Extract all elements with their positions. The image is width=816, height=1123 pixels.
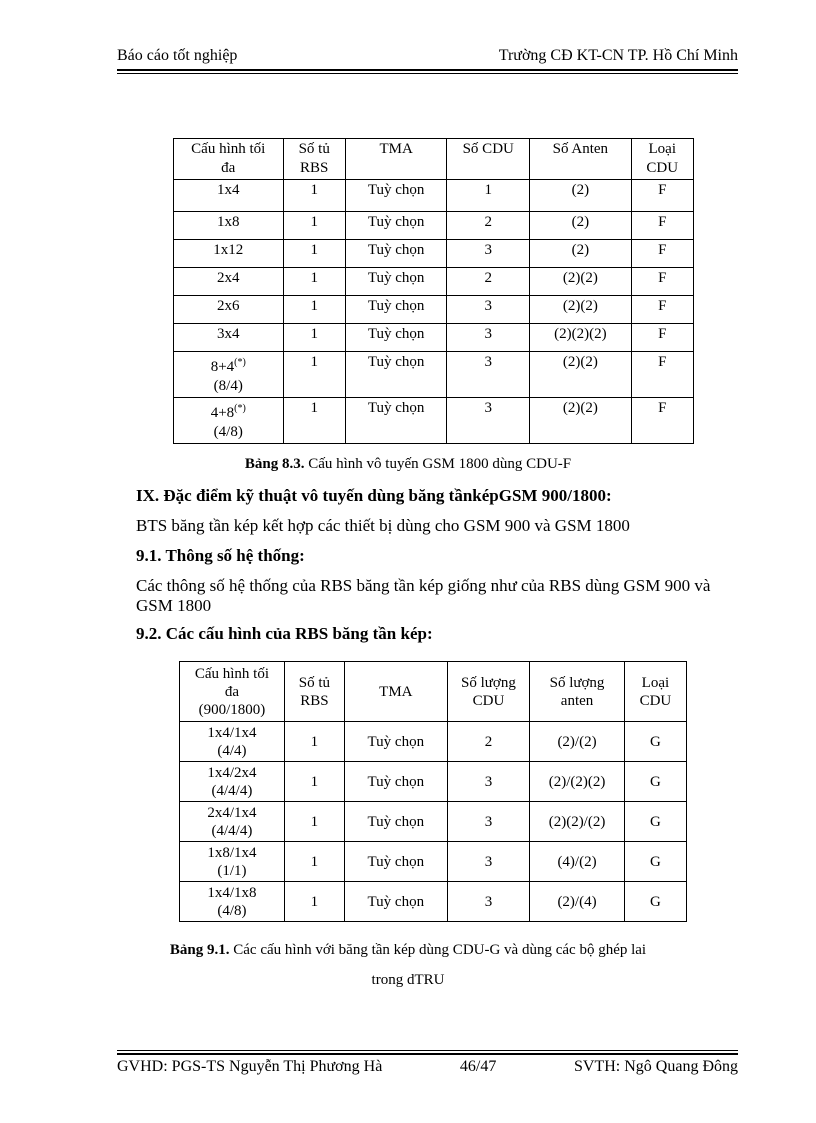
table-cell <box>283 180 345 212</box>
cell-line: (8/4) <box>213 378 243 394</box>
footer-supervisor: GVHD: PGS-TS Nguyễn Thị Phương Hà <box>117 1058 383 1075</box>
table-gsm1800-config <box>173 138 694 444</box>
cell-line: Số tủ <box>298 674 331 691</box>
header-left: Báo cáo tốt nghiệp <box>117 47 238 64</box>
cell-line: 2 <box>484 733 493 750</box>
table-cell <box>530 722 625 762</box>
table-row <box>174 212 694 240</box>
table-cell <box>447 240 530 268</box>
table-row <box>174 352 694 398</box>
table-cell <box>174 268 284 296</box>
table-header-cell <box>283 139 345 180</box>
cell-line: Tuỳ chọn <box>367 733 425 750</box>
cell-line: F <box>658 400 667 416</box>
cell-line: (2)(2) <box>562 298 598 314</box>
cell-line: Số Anten <box>552 141 609 157</box>
table-cell <box>447 352 530 398</box>
table-cell <box>283 268 345 296</box>
cell-line: F <box>658 242 667 258</box>
table-row <box>180 722 687 762</box>
cell-line: (2)/(2) <box>557 733 597 750</box>
cell-line: (2)(2)/(2) <box>548 813 606 830</box>
table-cell <box>344 842 447 882</box>
table-cell <box>284 842 344 882</box>
cell-line: 1 <box>310 270 318 286</box>
cell-line: 1x12 <box>213 242 244 258</box>
cell-line: 1x4/2x4 <box>207 764 257 781</box>
table-cell <box>180 802 285 842</box>
cell-line: (4/4) <box>217 742 247 759</box>
table-dual-band-config <box>179 661 687 922</box>
table-cell <box>345 180 446 212</box>
cell-line: 3 <box>484 298 492 314</box>
table-cell <box>284 722 344 762</box>
table-header-cell <box>284 662 344 722</box>
table-cell <box>180 882 285 922</box>
cell-line: Tuỳ chọn <box>367 326 425 342</box>
table-cell <box>631 296 693 324</box>
table-cell <box>624 762 686 802</box>
table-row <box>180 802 687 842</box>
cell-line: 1 <box>310 400 318 416</box>
table-cell <box>447 842 529 882</box>
table-cell <box>624 722 686 762</box>
cell-line: 1 <box>310 813 319 830</box>
cell-line: 2x4 <box>217 270 240 286</box>
table-cell <box>174 240 284 268</box>
table-cell <box>283 398 345 444</box>
table-row <box>174 398 694 444</box>
table-cell <box>284 802 344 842</box>
caption-label: Bảng 9.1. <box>169 942 230 958</box>
table-header-cell <box>530 662 625 722</box>
cell-line: 1x8 <box>217 214 240 230</box>
cell-line: CDU <box>639 692 672 709</box>
table-cell <box>447 212 530 240</box>
table-cell <box>530 352 631 398</box>
table-cell <box>345 324 446 352</box>
cell-line: (4/8) <box>217 902 247 919</box>
caption-label: Bảng 8.3. <box>244 456 305 472</box>
cell-line: Cấu hình tối <box>194 665 270 682</box>
cell-line: (900/1800) <box>198 701 266 718</box>
table-cell <box>174 212 284 240</box>
table-row <box>180 842 687 882</box>
cell-line: Tuỳ chọn <box>367 773 425 790</box>
table-row <box>174 296 694 324</box>
cell-line: 2x6 <box>217 298 240 314</box>
cell-line: 1 <box>310 354 318 370</box>
table-row <box>180 762 687 802</box>
cell-line: Tuỳ chọn <box>367 182 425 198</box>
cell-line: (2)(2) <box>562 270 598 286</box>
table-row <box>180 882 687 922</box>
table-cell <box>530 212 631 240</box>
cell-line: đa <box>221 160 236 176</box>
table-cell <box>447 882 529 922</box>
cell-line: Tuỳ chọn <box>367 270 425 286</box>
cell-line: 3x4 <box>217 326 240 342</box>
cell-line: G <box>650 773 661 790</box>
footer-page-number: 46/47 <box>459 1058 497 1075</box>
table-row <box>174 268 694 296</box>
cell-line: 3 <box>484 893 493 910</box>
cell-line: 1 <box>310 773 319 790</box>
table-header-cell <box>631 139 693 180</box>
cell-line: (2)(2) <box>562 354 598 370</box>
page-header <box>117 46 738 66</box>
table-cell <box>284 882 344 922</box>
cell-line: 2 <box>484 270 492 286</box>
table-cell <box>174 324 284 352</box>
cell-line: 3 <box>484 813 493 830</box>
table-cell <box>283 212 345 240</box>
table-cell <box>447 268 530 296</box>
table-cell <box>345 268 446 296</box>
cell-line: 1 <box>310 298 318 314</box>
table-cell <box>174 398 284 444</box>
table-cell <box>344 762 447 802</box>
table-cell <box>174 296 284 324</box>
table-header-cell <box>624 662 686 722</box>
table-header-cell <box>447 139 530 180</box>
table-cell <box>344 722 447 762</box>
table-9-1-caption <box>0 942 816 959</box>
cell-line: 3 <box>484 354 492 370</box>
table-cell <box>530 268 631 296</box>
caption-text: Các cấu hình với băng tần kép dùng CDU-G và dùng các bộ ghép lai <box>229 942 647 958</box>
section-9-1-heading: 9.1. Thông số hệ thống: <box>136 546 305 565</box>
cell-line: 1 <box>310 733 319 750</box>
table-cell <box>447 180 530 212</box>
table-cell <box>180 762 285 802</box>
table-cell <box>344 802 447 842</box>
header-rule-thin <box>117 73 738 74</box>
cell-line: Loại <box>648 141 676 157</box>
cell-line: G <box>650 733 661 750</box>
cell-line: (2)/(2)(2) <box>548 773 606 790</box>
table-cell <box>624 842 686 882</box>
cell-line: Tuỳ chọn <box>367 853 425 870</box>
cell-line: RBS <box>300 160 329 176</box>
table-cell <box>631 352 693 398</box>
cell-line: 1 <box>310 242 318 258</box>
cell-line: 1x4 <box>217 182 240 198</box>
cell-line: G <box>650 893 661 910</box>
table-row <box>174 180 694 212</box>
page-footer <box>117 1057 738 1077</box>
table-header-cell <box>180 662 285 722</box>
cell-line: đa <box>224 683 240 700</box>
footer-rule-thick <box>117 1053 738 1055</box>
cell-line: Tuỳ chọn <box>367 298 425 314</box>
cell-line: CDU <box>472 692 505 709</box>
cell-line: CDU <box>646 160 679 176</box>
table-cell <box>624 882 686 922</box>
table-cell <box>631 240 693 268</box>
footer-student: SVTH: Ngô Quang Đông <box>574 1058 738 1075</box>
cell-line: 3 <box>484 326 492 342</box>
table-cell <box>174 352 284 398</box>
cell-line: F <box>658 354 667 370</box>
cell-line: Cấu hình tối <box>191 141 266 157</box>
cell-line: (4/4/4) <box>211 822 253 839</box>
table-cell <box>631 180 693 212</box>
cell-line: 1 <box>310 853 319 870</box>
cell-line: TMA <box>379 141 413 157</box>
cell-line: RBS <box>300 692 329 709</box>
cell-line: G <box>650 813 661 830</box>
cell-line: (2) <box>571 214 590 230</box>
table-cell <box>447 398 530 444</box>
cell-line: TMA <box>379 683 413 700</box>
cell-line: Tuỳ chọn <box>367 354 425 370</box>
table-cell <box>180 722 285 762</box>
table-header-cell <box>174 139 284 180</box>
cell-line: (1/1) <box>217 862 247 879</box>
section-9-2-heading: 9.2. Các cấu hình của RBS băng tần kép: <box>136 624 433 643</box>
cell-line: Số lượng <box>549 674 605 691</box>
section-9-1-paragraph: Các thông số hệ thống của RBS băng tần kép giống như của RBS dùng GSM 900 và GSM 1800 <box>136 576 711 615</box>
table-cell <box>530 296 631 324</box>
cell-line: Tuỳ chọn <box>367 813 425 830</box>
table-cell <box>530 802 625 842</box>
table-cell <box>284 762 344 802</box>
table-cell <box>530 324 631 352</box>
cell-line: (4)/(2) <box>557 853 597 870</box>
table-9-1-caption-line2: trong dTRU <box>371 972 445 988</box>
table-cell <box>631 398 693 444</box>
table-cell <box>530 882 625 922</box>
header-rule-thick <box>117 69 738 71</box>
section-ix-heading: IX. Đặc điểm kỹ thuật vô tuyến dùng băng tầnképGSM 900/1800: <box>136 486 612 505</box>
cell-line: Tuỳ chọn <box>367 214 425 230</box>
cell-line: Loại <box>641 674 670 691</box>
cell-line: 2x4/1x4 <box>207 804 257 821</box>
table-cell <box>530 842 625 882</box>
table-cell <box>344 882 447 922</box>
bts-paragraph: BTS băng tần kép kết hợp các thiết bị dùng cho GSM 900 và GSM 1800 <box>136 516 630 535</box>
cell-line: anten <box>560 692 594 709</box>
table-cell <box>174 180 284 212</box>
table-row <box>174 240 694 268</box>
cell-line: 3 <box>484 400 492 416</box>
table-cell <box>530 762 625 802</box>
cell-line: G <box>650 853 661 870</box>
table-cell <box>447 296 530 324</box>
cell-line: (2) <box>571 242 590 258</box>
cell-line: (2)(2)(2) <box>554 326 607 342</box>
cell-line: F <box>658 214 667 230</box>
cell-line: Số lượng <box>461 674 516 691</box>
cell-line: (4/4/4) <box>211 782 253 799</box>
table-cell <box>447 324 530 352</box>
table-cell <box>530 398 631 444</box>
cell-line: 3 <box>484 242 492 258</box>
header-right: Trường CĐ KT-CN TP. Hồ Chí Minh <box>498 47 738 64</box>
cell-line: F <box>658 298 667 314</box>
table-cell <box>345 296 446 324</box>
cell-line: (4/8) <box>213 424 243 440</box>
cell-line: (2)/(4) <box>557 893 597 910</box>
table-cell <box>345 212 446 240</box>
cell-line: 8+4(*) <box>210 357 246 375</box>
table-cell <box>631 212 693 240</box>
table-header-cell <box>345 139 446 180</box>
cell-line: (2) <box>571 182 590 198</box>
cell-line: 4+8(*) <box>210 403 246 421</box>
table-8-3-caption <box>0 456 816 473</box>
table-cell <box>283 296 345 324</box>
table-cell <box>345 240 446 268</box>
table-row <box>174 324 694 352</box>
cell-line: Tuỳ chọn <box>367 400 425 416</box>
cell-line: Số tủ <box>298 141 330 157</box>
table-cell <box>631 324 693 352</box>
cell-line: (2)(2) <box>562 400 598 416</box>
cell-line: F <box>658 182 667 198</box>
table-cell <box>283 352 345 398</box>
table-cell <box>180 842 285 882</box>
cell-line: 1 <box>310 182 318 198</box>
table-cell <box>345 352 446 398</box>
table-cell <box>283 240 345 268</box>
table-cell <box>631 268 693 296</box>
cell-line: 2 <box>484 214 492 230</box>
cell-line: Tuỳ chọn <box>367 242 425 258</box>
table-header-cell <box>344 662 447 722</box>
cell-line: 1 <box>310 893 319 910</box>
caption-text: Cấu hình vô tuyến GSM 1800 dùng CDU-F <box>304 456 572 472</box>
cell-line: 1 <box>310 214 318 230</box>
table-cell <box>530 240 631 268</box>
cell-line: 3 <box>484 853 493 870</box>
footer-rule-thin <box>117 1050 738 1051</box>
table-cell <box>624 802 686 842</box>
cell-line: 1x4/1x4 <box>207 724 257 741</box>
cell-line: Số CDU <box>462 141 514 157</box>
cell-line: 1x4/1x8 <box>207 884 257 901</box>
cell-line: 1 <box>484 182 492 198</box>
table-header-cell <box>530 139 631 180</box>
table-cell <box>530 180 631 212</box>
table-cell <box>345 398 446 444</box>
table-header-row <box>174 139 694 180</box>
cell-line: 3 <box>484 773 493 790</box>
cell-line: F <box>658 270 667 286</box>
table-cell <box>447 722 529 762</box>
table-cell <box>283 324 345 352</box>
table-cell <box>447 802 529 842</box>
cell-line: F <box>658 326 667 342</box>
table-cell <box>447 762 529 802</box>
cell-line: 1x8/1x4 <box>207 844 257 861</box>
cell-line: 1 <box>310 326 318 342</box>
table-header-cell <box>447 662 529 722</box>
table-header-row <box>180 662 687 722</box>
cell-line: Tuỳ chọn <box>367 893 425 910</box>
